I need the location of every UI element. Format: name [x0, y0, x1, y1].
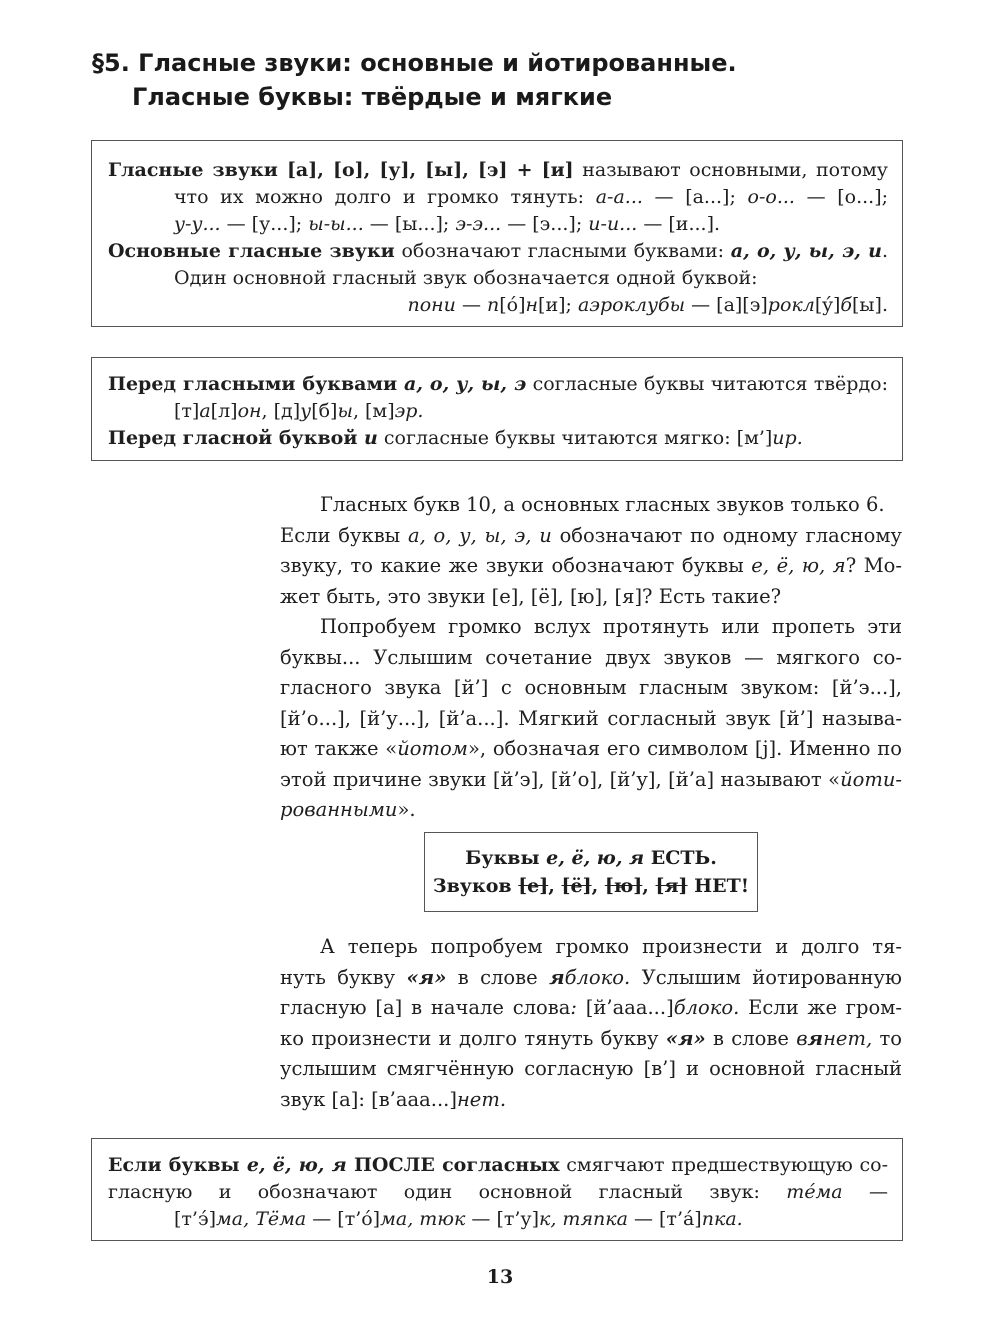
para-italic: : [570, 996, 577, 1019]
box4-text: — [842, 1181, 889, 1203]
para-italic: йоти- [840, 767, 902, 791]
box2-example: он [237, 400, 262, 422]
rule-box-basic-vowels [91, 140, 903, 327]
box1-text: — [а...]; [642, 186, 748, 208]
box4-example: тéма [786, 1181, 843, 1203]
box2-letters: а, о, у, ы, э [404, 373, 527, 395]
box2-example: у [300, 400, 312, 422]
para1-line [280, 521, 902, 552]
para-italic: е, ё, ю, я [751, 554, 846, 577]
box2-text: [т] [174, 400, 200, 422]
box2-line-3 [108, 425, 888, 452]
heading-line-1: §5. Гласные звуки: основные и йотированные. [92, 49, 737, 77]
para-text: обозначают по одному гласному [551, 523, 903, 547]
box1-text: — [а][э] [685, 294, 768, 316]
box4-text: — [т’á] [627, 1208, 702, 1230]
para-text: Если буквы [280, 523, 408, 547]
box1-line-5 [108, 265, 888, 292]
box1-bold: Гласные звуки [а], [о], [у], [ы], [э] + [и] [108, 159, 574, 181]
para-text: ? Мо- [845, 554, 902, 577]
page-number: 13 [486, 1266, 514, 1288]
para1-line: буквы... Услышим сочетание двух звуков — мягкого со- [280, 645, 902, 669]
struck-sound: [ё] [561, 875, 592, 897]
para-text: [й’ааа...] [576, 996, 674, 1019]
para1-line: Попробуем громко вслух протянуть или пропеть эти [320, 615, 902, 638]
box1-text: Один основной гласный звук обозначается одной буквой: [174, 267, 758, 289]
box1-text: — [о...]; [794, 186, 889, 208]
notice-letters: е, ё, ю, я [546, 847, 645, 869]
box4-text: [т’э́] [174, 1208, 217, 1230]
box1-letters: а, о, у, ы, э, и [730, 240, 882, 262]
box4-line-2 [108, 1179, 888, 1206]
box1-text: — [у...]; [220, 213, 309, 235]
box2-text: согласные буквы читаются мягко: [м’] [377, 427, 773, 449]
para-text: ют также « [280, 737, 398, 760]
para-bold-italic: «я» [665, 1026, 706, 1050]
para2-line [280, 1024, 902, 1055]
box1-text: что их можно долго и громко тянуть: [174, 186, 596, 208]
box4-letters: е, ё, ю, я [246, 1154, 347, 1176]
struck-sound: [ю] [604, 875, 643, 897]
para2-line [280, 963, 902, 994]
para-text: Если же гром- [739, 996, 902, 1019]
para-text: этой причине звуки [й’э], [й’о], [й’у], [й’а] называют « [280, 767, 841, 791]
box4-example: ма, тюк [380, 1208, 466, 1230]
para-text: ко произнести и долго тянуть букву [280, 1026, 666, 1050]
para-text: гласную [а] в начале слова [280, 996, 571, 1019]
para-text: звуку, то какие же звуки обозначают буквы [280, 554, 752, 577]
para-italic: нет. [456, 1087, 507, 1111]
box2-text: , [д] [261, 400, 301, 422]
para-bold-italic: «я» [406, 965, 447, 989]
para1-line [280, 551, 902, 582]
para-text: нуть букву [280, 965, 407, 989]
notice-text: , [548, 875, 562, 897]
box1-line-3 [108, 211, 888, 238]
box1-example: п [487, 294, 500, 316]
section-heading [92, 46, 737, 114]
para-text: звук [а]: [в’ааа...] [280, 1087, 457, 1111]
notice-text: Буквы [465, 847, 547, 869]
box2-bold: Перед гласными буквами [108, 373, 405, 395]
para-italic: нет, [823, 1026, 873, 1050]
box1-example: у-у... [174, 213, 221, 235]
box2-example: а [199, 400, 211, 422]
para-italic: йотом [397, 737, 468, 760]
para1-line [280, 734, 902, 765]
para1-line: жет быть, это звуки [е], [ё], [ю], [я]? Есть такие? [280, 584, 782, 608]
notice-text: Звуков [432, 875, 519, 897]
para-italic: в [796, 1026, 808, 1050]
para-bold-italic: я [807, 1026, 824, 1050]
box1-line-1 [108, 157, 888, 184]
paragraph-block-2 [280, 932, 902, 1115]
box1-text: [ó] [499, 294, 526, 316]
box1-text: — [э...]; [501, 213, 589, 235]
box1-bold: Основные гласные звуки [108, 240, 395, 262]
box1-example: аэроклубы [577, 294, 686, 316]
box1-line-4 [108, 238, 888, 265]
para-text: в слове [705, 1026, 797, 1050]
box2-line-1 [108, 371, 888, 398]
box1-line-6 [108, 292, 888, 319]
box2-text: согласные буквы читаются твёрдо: [526, 373, 888, 395]
notice-text: НЕТ! [687, 875, 750, 897]
heading-line-2: Гласные буквы: твёрдые и мягкие [132, 83, 613, 111]
notice-line-1 [425, 844, 757, 872]
box2-example: ир. [772, 427, 803, 449]
paragraph-block-1 [280, 490, 902, 826]
para2-line: услышим смягчённую согласную [в’] и основной гласный [280, 1057, 902, 1080]
para-text: », обозначая его символом [j]. Именно по [467, 737, 903, 760]
box1-example: б [840, 294, 852, 316]
notice-text: ЕСТЬ. [644, 847, 717, 869]
box1-line-2 [108, 184, 888, 211]
box1-example: н [525, 294, 539, 316]
para-italic: блоко. [564, 965, 631, 989]
box1-text: — [и...]. [637, 213, 721, 235]
box2-example: эр. [394, 400, 424, 422]
box4-line-3 [108, 1206, 888, 1233]
para-italic: блоко. [673, 996, 740, 1019]
box2-text: [л] [210, 400, 238, 422]
para-text: в слове [446, 965, 550, 989]
para-italic: а, о, у, ы, э, и [407, 523, 552, 547]
box4-example: ма, Тёма [216, 1208, 307, 1230]
rule-box-soft-letters [91, 1138, 903, 1241]
box1-text: — [455, 294, 487, 316]
notice-text: , [591, 875, 605, 897]
para-text: то [872, 1026, 902, 1050]
box4-example: к, тяпка [539, 1208, 628, 1230]
para1-line [280, 795, 902, 826]
notice-box [424, 832, 758, 912]
box1-example: пони [407, 294, 456, 316]
box4-text: — [т’у] [465, 1208, 539, 1230]
box2-line-2 [108, 398, 888, 425]
struck-sound: [я] [655, 875, 688, 897]
para1-line [280, 765, 902, 796]
box4-line-1 [108, 1152, 888, 1179]
para-text: Услышим йотированную [630, 965, 903, 989]
box1-text: [ý] [814, 294, 841, 316]
box4-example: пка. [701, 1208, 743, 1230]
box1-text: — [ы...]; [363, 213, 456, 235]
box4-text: смягчают предшествующую со- [559, 1154, 888, 1176]
box1-text: . [881, 240, 889, 262]
box4-bold: ПОСЛЕ согласных [346, 1154, 560, 1176]
box1-example: ы-ы... [308, 213, 364, 235]
rule-box-hard-soft [91, 357, 903, 461]
box2-example: ы [337, 400, 353, 422]
para-bold-italic: я [549, 965, 565, 989]
box2-text: , [м] [352, 400, 395, 422]
para2-line [280, 993, 902, 1024]
box2-text: [б] [311, 400, 338, 422]
box1-example: и-и... [588, 213, 638, 235]
box2-letters: и [364, 427, 378, 449]
box1-example: о-о... [747, 186, 795, 208]
para2-line [280, 1085, 902, 1116]
box1-text: обозначают гласными буквами: [394, 240, 731, 262]
box1-example: э-э... [455, 213, 502, 235]
box1-text: называют основными, потому [573, 159, 888, 181]
para1-line: Гласных букв 10, а основных гласных звуков только 6. [320, 493, 885, 516]
para2-line: А теперь попробуем громко произнести и долго тя- [320, 935, 902, 958]
box4-text: — [т’ó] [306, 1208, 381, 1230]
para1-line: [й’о...], [й’у...], [й’а...]. Мягкий согласный звук [й’] называ- [280, 706, 902, 730]
box1-text: [и]; [538, 294, 578, 316]
para-italic: рованными [280, 798, 398, 821]
box4-text: гласную и обозначают один основной гласный звук: [108, 1181, 787, 1203]
box2-bold: Перед гласной буквой [108, 427, 365, 449]
para1-line: гласного звука [й’] с основным гласным звуком: [й’э...], [280, 676, 902, 699]
box1-example: рокл [767, 294, 815, 316]
box1-text: [ы]. [852, 294, 888, 316]
notice-line-2 [425, 872, 757, 900]
para-text: ». [397, 798, 416, 821]
box4-bold: Если буквы [108, 1154, 247, 1176]
box1-example: а-а... [595, 186, 643, 208]
struck-sound: [е] [518, 875, 549, 897]
notice-text: , [642, 875, 656, 897]
